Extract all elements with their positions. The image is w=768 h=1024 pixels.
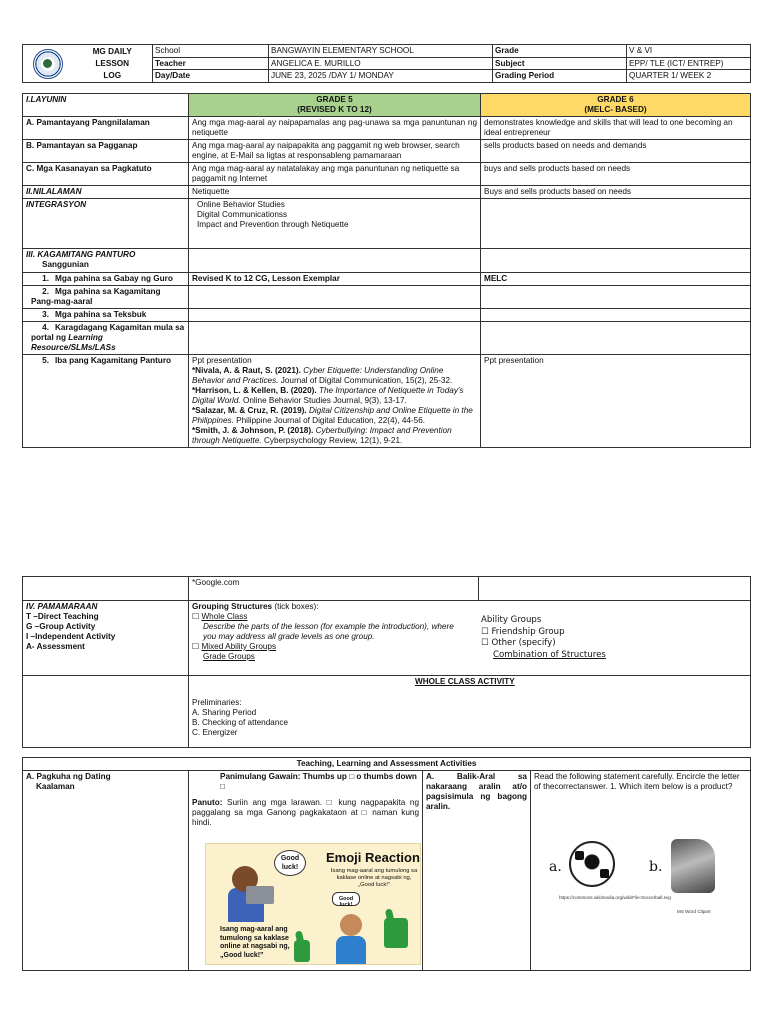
empty-cell — [189, 249, 481, 273]
kagamitang-heading: III. KAGAMITANG PANTURO Sanggunian — [23, 249, 189, 273]
list-item: Online Behavior Studies — [197, 200, 285, 209]
reference-item: *Harrison, L. & Kellen, B. (2020). The Importance of Netiquette in Today's Digital World. Online Behavior Studies Journal, 9(3), 13-17. — [192, 386, 464, 405]
objectives-table — [22, 93, 751, 448]
grade5-header: GRADE 5 (REVISED K TO 12) — [189, 94, 481, 117]
checkbox-icon[interactable]: ☐ — [481, 638, 489, 648]
grade-label: Grade — [493, 45, 627, 58]
checkbox-icon[interactable]: ☐ — [192, 612, 200, 621]
small-speech-bubble: Good luck! — [332, 892, 360, 906]
option-a-label[interactable]: a. — [549, 859, 562, 875]
g5-cell: Revised K to 12 CG, Lesson Exemplar — [189, 273, 481, 286]
procedure-table — [22, 576, 751, 748]
row-label: A. Pamantayang Pangnilalaman — [23, 117, 189, 140]
empty-cell — [189, 322, 481, 355]
log-title: MG DAILY LESSON LOG — [73, 45, 153, 83]
thumbs-up-icon — [294, 940, 310, 962]
references-cell: Ppt presentation *Nivala, A. & Raut, S. (2021). Cyber Etiquette: Understanding Online Behavior and Practices. Journal of Digital Communication, 15(2), 25-32. *Harrison, L. & Kellen, B. (2020). The Importance of Netiquette in Today's Digital World. Online Behavior Studies Journal, 9(3), 13-17. *Salazar, M. & Cruz, R. (2019). Digital Citizenship and Online Etiquette in the Philippines. Philippine Journal of Digital Education, 22(4), 44-56. *Smith, J. & Johnson, P. (2018). Cyberbullying: Impact and Prevention through Netiquette. Cyberpsychology Review, 12(1), 9-21. — [189, 355, 481, 448]
material-label: 1. Mga pahina sa Gabay ng Guro — [23, 273, 189, 286]
pamamaraan-cell: IV. PAMAMARAAN T –Direct Teaching G –Group Activity I –Independent Activity A- Assessment — [23, 601, 189, 676]
empty-cell — [23, 676, 189, 748]
g5-cell: Ang mga mag-aaral ay naipapamalas ang pag-unawa sa mga panuntunan ng netiquette — [189, 117, 481, 140]
g5-cell: Netiquette — [189, 186, 481, 199]
option-a-source: https://commons.wikimedia.org/wiki/File:Soccerball.svg — [559, 895, 671, 900]
school-label: School — [153, 45, 269, 58]
emoji-reaction-subtitle: Isang mag-aaral ang tumulong sa kaklase online at nagsabi ng, „Good luck!” — [330, 868, 418, 888]
teacher-label: Teacher — [153, 57, 269, 70]
g6-cell: MELC — [481, 273, 751, 286]
a-label: A. Pagkuha ng Dating Kaalaman — [23, 771, 189, 971]
option-b-label[interactable]: b. — [649, 859, 663, 875]
grading-period-label: Grading Period — [493, 70, 627, 83]
header-table — [22, 44, 751, 83]
integrasyon-list — [189, 199, 481, 249]
laptop-icon — [246, 886, 274, 904]
g5-cell — [189, 286, 481, 309]
logo-cell — [23, 45, 73, 83]
date-label: Day/Date — [153, 70, 269, 83]
activities-table — [22, 757, 751, 971]
checkbox-icon[interactable]: ☐ — [192, 642, 200, 651]
empty-cell — [481, 249, 751, 273]
g6-cell: demonstrates knowledge and skills that will lead to one becoming an ideal entrepreneur — [481, 117, 751, 140]
iba-label: 5. Iba pang Kagamitang Panturo — [23, 355, 189, 448]
empty-cell — [23, 577, 189, 601]
grade6-header: GRADE 6 (MELC- BASED) — [481, 94, 751, 117]
subject-label: Subject — [493, 57, 627, 70]
illustration-image — [205, 843, 421, 965]
integrasyon-label: INTEGRASYON — [23, 199, 189, 249]
g5-cell: Ang mga mag-aaral ay natatalakay ang mga panuntunan ng netiquette sa paggamit ng Internet — [189, 163, 481, 186]
row-label: B. Pamantayan sa Pagganap — [23, 140, 189, 163]
activities-header: Teaching, Learning and Assessment Activities — [23, 758, 751, 771]
illustration-caption: Isang mag-aaral ang tumulong sa kaklase online at nagsabi ng, „Good luck!” — [220, 926, 290, 959]
g5-cell — [189, 309, 481, 322]
layunin-heading: I.LAYUNIN — [23, 94, 189, 117]
thumbs-up-icon — [384, 918, 408, 948]
reference-item: *Nivala, A. & Raut, S. (2021). Cyber Etiquette: Understanding Online Behavior and Practices. Journal of Digital Communication, 15(2), 25-32. — [192, 366, 453, 385]
list-item: Digital Communicationss — [197, 210, 288, 219]
g6-cell — [481, 286, 751, 309]
grading-period-value: QUARTER 1/ WEEK 2 — [627, 70, 751, 83]
balik-aral-cell: A. Balik-Aral sa nakaraang aralin at/o pagsisimula ng bagong aralin. — [423, 771, 531, 971]
soccer-ball-icon — [569, 841, 615, 887]
empty-cell — [481, 322, 751, 355]
reference-item: *Salazar, M. & Cruz, R. (2019). Digital Citizenship and Online Etiquette in the Philippines. Philippine Journal of Digital Education, 22(4), 44-56. — [192, 406, 473, 425]
grade-value: V & VI — [627, 45, 751, 58]
nilalaman-heading: II.NILALAMAN — [23, 186, 189, 199]
emoji-reaction-title: Emoji Reaction — [326, 850, 420, 865]
grouping-cell: Grouping Structures (tick boxes): ☐ Whole Class Describe the parts of the lesson (for example the introduction), where you may address all grade levels as one group. ☐ Mixed Ability Groups Grade Groups Ability Groups ☐ Friendship Group ☐ Other (specify) Combination of Structures — [189, 601, 751, 676]
list-item: Impact and Prevention through Netiquette — [197, 220, 349, 229]
g6-cell: buys and sells products based on needs — [481, 163, 751, 186]
g6-cell: Ppt presentation — [481, 355, 751, 448]
g5-cell: Ang mga mag-aaral ay naipapakita ang paggamit ng web browser, search engine, at E-Mail sa ligtas at responsableng pamamaraan — [189, 140, 481, 163]
material-label: 2. Mga pahina sa Kagamitang Pang-mag-aaral — [23, 286, 189, 309]
portal-label: 4. Karagdagang Kagamitan mula sa portal ng Learning Resource/SLMs/LASs — [23, 322, 189, 355]
empty-cell — [479, 577, 751, 601]
speech-bubble: Good luck! — [274, 850, 306, 876]
row-label: C. Mga Kasanayan sa Pagkatuto — [23, 163, 189, 186]
reference-item: *Smith, J. & Johnson, P. (2018). Cyberbullying: Impact and Prevention through Netiquette. Cyberpsychology Review, 12(1), 9-21. — [192, 426, 452, 445]
whole-class-cell: WHOLE CLASS ACTIVITY Preliminaries: A. Sharing Period B. Checking of attendance C. Energizer — [189, 676, 751, 748]
student-head-2 — [340, 914, 362, 936]
date-value: JUNE 23, 2025 /DAY 1/ MONDAY — [269, 70, 493, 83]
clipart-image — [671, 839, 715, 893]
teacher-value: ANGELICA E. MURILLO — [269, 57, 493, 70]
panimulang-cell: Panimulang Gawain: Thumbs up □ o thumbs down □ Panuto: Suriin ang mga larawan. □ kung nagpapakita ng paggalang sa mga Ganong pagkakataon at □ naman kung hindi. Good luck! Isang mag-aaral ang tumulong sa kaklase online at nagsabi ng, „Good luck!” Emoji Reaction Isang mag-aaral ang tumulong sa kaklase online at nagsabi ng, „Good luck!” Good luck! — [189, 771, 423, 971]
group-options: Ability Groups ☐ Friendship Group ☐ Other (specify) Combination of Structures — [481, 615, 606, 660]
subject-value: EPP/ TLE (ICT/ ENTREP) — [627, 57, 751, 70]
option-b-source: MS Word Clipart — [677, 909, 711, 914]
g6-cell: Buys and sells products based on needs — [481, 186, 751, 199]
deped-seal-icon — [33, 49, 63, 79]
google-cell: *Google.com — [189, 577, 479, 601]
checkbox-icon[interactable]: ☐ — [481, 626, 489, 637]
question-cell: Read the following statement carefully. Encircle the letter of thecorrectanswer. 1. Which item below is a product? a. https://commons.wikimedia.org/wiki/File:Soccerball.svg b. MS Word Clipart — [531, 771, 751, 971]
school-value: BANGWAYIN ELEMENTARY SCHOOL — [269, 45, 493, 58]
g6-cell — [481, 309, 751, 322]
g6-cell: sells products based on needs and demands — [481, 140, 751, 163]
material-label: 3. Mga pahina sa Teksbuk — [23, 309, 189, 322]
student-figure-2 — [336, 936, 366, 965]
empty-cell — [481, 199, 751, 249]
